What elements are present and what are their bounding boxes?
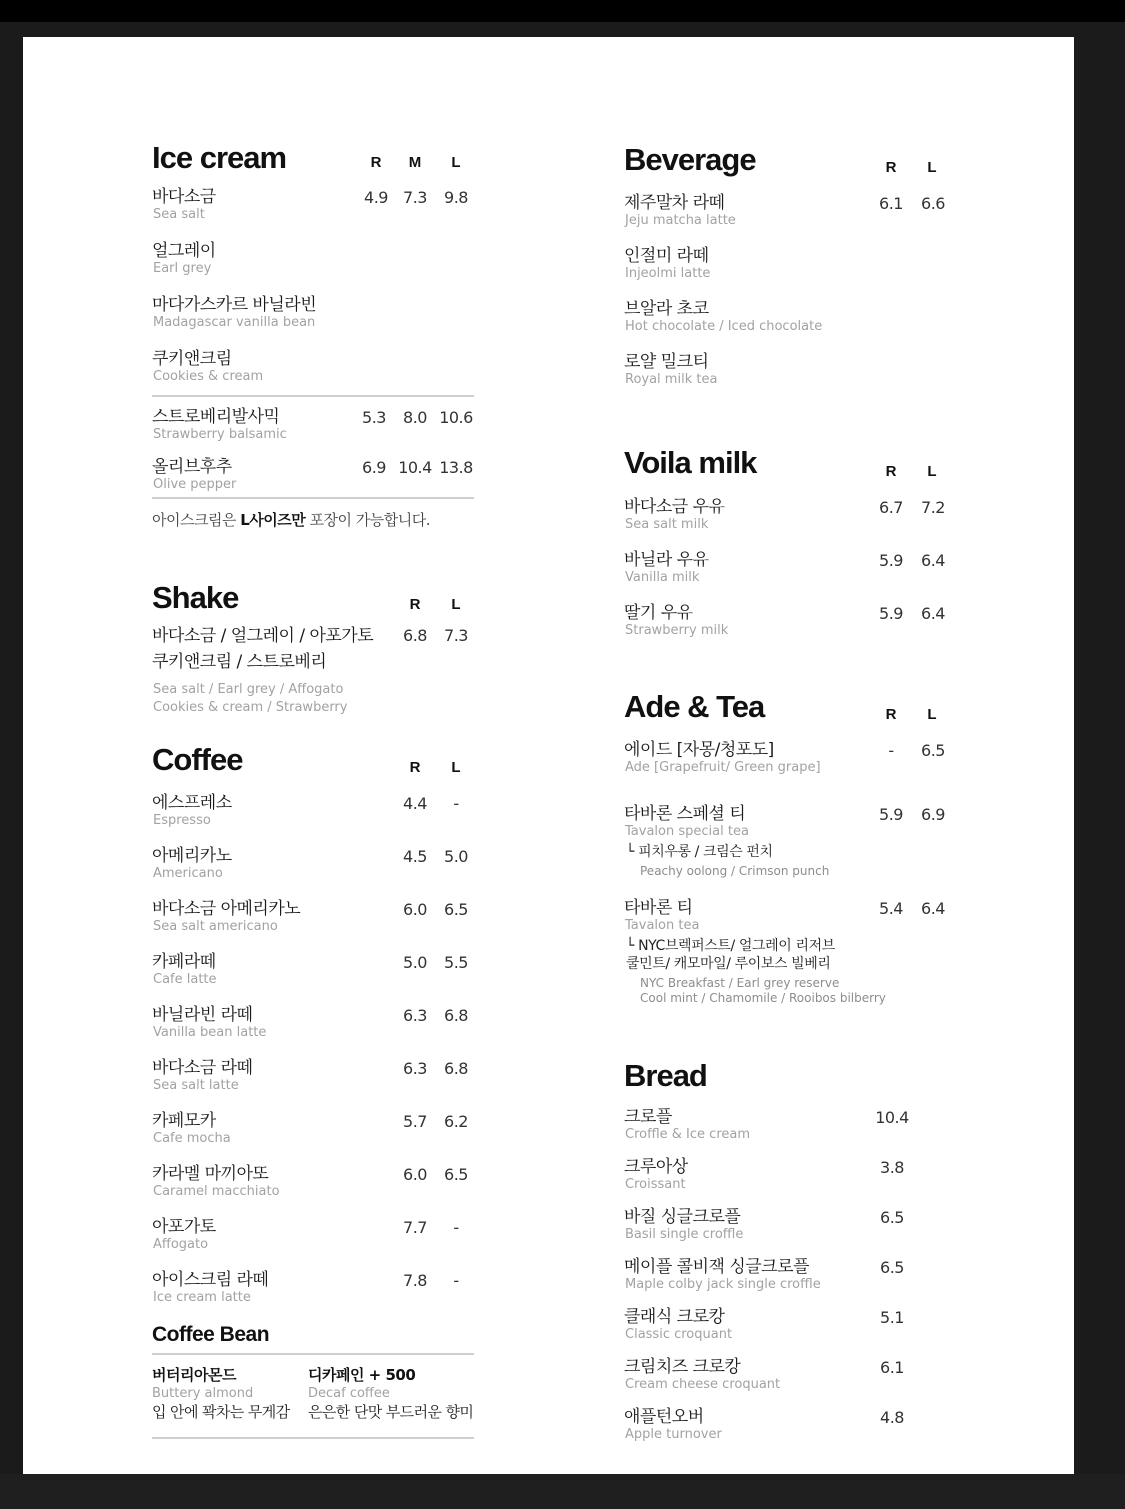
menu-item bbox=[624, 193, 964, 246]
price-l: 6.8 bbox=[444, 1059, 468, 1078]
menu-item bbox=[152, 349, 474, 395]
item-name-kr: 애플턴오버 bbox=[624, 1407, 704, 1427]
item-name-kr: 바다소금 라떼 bbox=[152, 1058, 253, 1078]
size-label-r: R bbox=[409, 596, 421, 613]
price-r: 4.5 bbox=[403, 847, 427, 866]
item-name-en: Sea salt latte bbox=[153, 1078, 239, 1093]
note-text: 포장이 가능합니다. bbox=[305, 511, 430, 529]
item-name-kr: 클래식 크로캉 bbox=[624, 1307, 725, 1327]
price: 6.5 bbox=[880, 1258, 904, 1277]
section-title: Beverage bbox=[624, 142, 756, 177]
item-name-en: Royal milk tea bbox=[625, 372, 718, 387]
divider bbox=[152, 1437, 474, 1439]
bean-name: 버터리아몬드 bbox=[152, 1366, 236, 1384]
menu-item bbox=[152, 623, 474, 717]
price: 6.1 bbox=[880, 1358, 904, 1377]
bean-description: 은은한 단맛 부드러운 향미 bbox=[308, 1403, 474, 1421]
item-name-en: Cafe mocha bbox=[153, 1131, 231, 1146]
item-name-en: Apple turnover bbox=[625, 1427, 722, 1442]
item-name-en: Earl grey bbox=[153, 261, 212, 276]
price-l: - bbox=[453, 1218, 459, 1237]
item-name-kr: 크로플 bbox=[624, 1107, 672, 1127]
menu-item bbox=[152, 457, 474, 497]
bean-name: 디카페인 + 500 bbox=[308, 1366, 416, 1384]
item-name-en: Croissant bbox=[625, 1177, 686, 1192]
price-r: 5.4 bbox=[879, 899, 903, 918]
item-name-kr: 쿠키앤크림 / 스트로베리 bbox=[152, 652, 327, 672]
item-name-en: Basil single croffle bbox=[625, 1227, 744, 1242]
price-r: 5.7 bbox=[403, 1112, 427, 1131]
menu-item bbox=[152, 1005, 474, 1058]
item-name-kr: 스트로베리발사믹 bbox=[152, 407, 280, 427]
price-r: 6.3 bbox=[403, 1059, 427, 1078]
item-name-kr: 바닐라 우유 bbox=[624, 550, 709, 570]
price-l: 6.5 bbox=[444, 900, 468, 919]
item-name-en: Ice cream latte bbox=[153, 1290, 251, 1305]
coffee-list bbox=[152, 793, 474, 1323]
price-r: 5.9 bbox=[879, 604, 903, 623]
item-name-en: Espresso bbox=[153, 813, 211, 828]
item-name-en: Cookies & cream bbox=[153, 369, 264, 384]
item-name-kr: 바다소금 bbox=[152, 187, 216, 207]
price-l: 6.4 bbox=[921, 899, 945, 918]
section-header bbox=[152, 577, 474, 613]
price-r: 6.8 bbox=[403, 626, 427, 645]
menu-item bbox=[152, 295, 474, 349]
item-name-kr: 바닐라빈 라떼 bbox=[152, 1005, 253, 1025]
menu-page bbox=[23, 37, 1074, 1474]
menu-item bbox=[624, 246, 964, 299]
item-name-kr: 타바론 티 bbox=[624, 898, 693, 918]
size-label-l: L bbox=[451, 596, 461, 613]
item-name-en: Olive pepper bbox=[153, 477, 237, 492]
price-r: 6.1 bbox=[879, 194, 903, 213]
sub-option-en: Cool mint / Chamomile / Rooibos bilberry bbox=[640, 991, 886, 1005]
menu-item bbox=[152, 793, 474, 846]
note-text: 아이스크림은 bbox=[152, 511, 241, 529]
price-l: 5.0 bbox=[444, 847, 468, 866]
price-l: 9.8 bbox=[444, 188, 468, 207]
packaging-note bbox=[152, 509, 474, 530]
menu-item bbox=[624, 299, 964, 352]
menu-item bbox=[152, 187, 474, 241]
milk-list bbox=[624, 497, 964, 656]
price-r: - bbox=[888, 741, 894, 760]
menu-item bbox=[624, 804, 964, 898]
price-l: 5.5 bbox=[444, 953, 468, 972]
item-sub-options bbox=[624, 937, 964, 1006]
item-name-kr: 브알라 초코 bbox=[624, 299, 709, 319]
item-sub-options bbox=[624, 843, 964, 879]
size-label-l: L bbox=[451, 759, 461, 776]
menu-item bbox=[624, 497, 964, 550]
price-r: 4.4 bbox=[403, 794, 427, 813]
bean-name-en: Buttery almond bbox=[152, 1386, 254, 1401]
sub-option-en: Peachy oolong / Crimson punch bbox=[640, 864, 830, 878]
menu-item bbox=[152, 1164, 474, 1217]
sub-option-kr: └ 피치우롱 / 크림슨 펀치 bbox=[626, 844, 773, 860]
price-r: 6.7 bbox=[879, 498, 903, 517]
menu-item bbox=[624, 1257, 964, 1307]
price-l: 10.6 bbox=[439, 408, 473, 427]
item-name-kr: 인절미 라떼 bbox=[624, 246, 709, 266]
item-name-kr: 크루아상 bbox=[624, 1157, 688, 1177]
item-name-kr: 쿠키앤크림 bbox=[152, 349, 232, 369]
tea-list bbox=[624, 740, 964, 1018]
price-r: 7.7 bbox=[403, 1218, 427, 1237]
price-r: 5.9 bbox=[879, 551, 903, 570]
item-name-en: Caramel macchiato bbox=[153, 1184, 280, 1199]
price: 6.5 bbox=[880, 1208, 904, 1227]
price-m: 7.3 bbox=[403, 188, 427, 207]
item-name-en: Hot chocolate / Iced chocolate bbox=[625, 319, 823, 334]
size-label-m: M bbox=[408, 154, 422, 171]
item-name-kr: 바다소금 / 얼그레이 / 아포가토 bbox=[152, 626, 374, 646]
item-name-en: Maple colby jack single croffle bbox=[625, 1277, 821, 1292]
price-r: 6.9 bbox=[362, 458, 386, 477]
item-name-kr: 바다소금 우유 bbox=[624, 497, 725, 517]
item-name-kr: 아메리카노 bbox=[152, 846, 232, 866]
size-label-l: L bbox=[927, 706, 937, 723]
item-name-en: Cookies & cream / Strawberry bbox=[153, 700, 348, 715]
item-name-en: Sea salt americano bbox=[153, 919, 278, 934]
section-title: Shake bbox=[152, 580, 239, 615]
item-name-en: Tavalon special tea bbox=[625, 824, 749, 839]
price-r: 5.9 bbox=[879, 805, 903, 824]
price-l: - bbox=[453, 794, 459, 813]
price-l: 6.5 bbox=[921, 741, 945, 760]
price-m: 10.4 bbox=[398, 458, 432, 477]
menu-item bbox=[624, 1307, 964, 1357]
item-name-kr: 딸기 우유 bbox=[624, 603, 693, 623]
price-l: - bbox=[453, 1271, 459, 1290]
item-name-kr: 타바론 스페셜 티 bbox=[624, 804, 746, 824]
beverage-list bbox=[624, 193, 964, 405]
bread-list bbox=[624, 1107, 964, 1457]
item-name-en: Ade [Grapefruit/ Green grape] bbox=[625, 760, 821, 775]
menu-item bbox=[624, 1407, 964, 1457]
item-name-kr: 로얄 밀크티 bbox=[624, 352, 709, 372]
item-name-en: Jeju matcha latte bbox=[625, 213, 736, 228]
item-name-en: Vanilla milk bbox=[625, 570, 700, 585]
section-header bbox=[624, 686, 964, 722]
window-top-bar bbox=[0, 0, 1125, 22]
item-name-en: Strawberry milk bbox=[625, 623, 729, 638]
item-name-kr: 메이플 콜비잭 싱글크로플 bbox=[624, 1257, 809, 1277]
price-l: 6.4 bbox=[921, 551, 945, 570]
price: 10.4 bbox=[875, 1108, 909, 1127]
menu-item bbox=[624, 1107, 964, 1157]
item-name-en: Vanilla bean latte bbox=[153, 1025, 267, 1040]
menu-item bbox=[624, 603, 964, 656]
price-l: 7.3 bbox=[444, 626, 468, 645]
price-r: 5.3 bbox=[362, 408, 386, 427]
price-l: 7.2 bbox=[921, 498, 945, 517]
bean-name-en: Decaf coffee bbox=[308, 1386, 390, 1401]
menu-item bbox=[152, 899, 474, 952]
price-r: 6.0 bbox=[403, 900, 427, 919]
price-r: 5.0 bbox=[403, 953, 427, 972]
price-l: 6.6 bbox=[921, 194, 945, 213]
sub-option-kr: └ NYC브렉퍼스트/ 얼그레이 리저브 bbox=[626, 938, 835, 954]
menu-item bbox=[624, 550, 964, 603]
item-name-kr: 올리브후추 bbox=[152, 457, 232, 477]
item-name-en: Classic croquant bbox=[625, 1327, 733, 1342]
item-name-kr: 제주말차 라떼 bbox=[624, 193, 725, 213]
sub-option-kr: 쿨민트/ 캐모마일/ 루이보스 빌베리 bbox=[626, 956, 831, 972]
menu-item bbox=[152, 1270, 474, 1323]
item-name-kr: 카페모카 bbox=[152, 1111, 216, 1131]
section-voila-milk bbox=[624, 442, 964, 656]
item-name-kr: 에스프레소 bbox=[152, 793, 232, 813]
price: 4.8 bbox=[880, 1408, 904, 1427]
menu-item bbox=[624, 352, 964, 405]
section-ade-tea bbox=[624, 686, 964, 1018]
section-title: Coffee bbox=[152, 742, 243, 777]
item-name-en: Sea salt milk bbox=[625, 517, 709, 532]
item-name-en: Strawberry balsamic bbox=[153, 427, 287, 442]
size-label-l: L bbox=[927, 159, 937, 176]
price-l: 6.2 bbox=[444, 1112, 468, 1131]
section-header bbox=[152, 739, 474, 775]
section-title: Coffee Bean bbox=[152, 1323, 270, 1346]
item-name-en: Injeolmi latte bbox=[625, 266, 711, 281]
section-title: Ade & Tea bbox=[624, 689, 765, 724]
size-label-l: L bbox=[927, 463, 937, 480]
item-name-kr: 마다가스카르 바닐라빈 bbox=[152, 295, 317, 315]
size-label-r: R bbox=[409, 759, 421, 776]
price: 5.1 bbox=[880, 1308, 904, 1327]
divider bbox=[152, 1353, 474, 1355]
price-l: 6.8 bbox=[444, 1006, 468, 1025]
price-r: 6.0 bbox=[403, 1165, 427, 1184]
price-l: 6.9 bbox=[921, 805, 945, 824]
menu-item bbox=[152, 407, 474, 457]
section-title: Ice cream bbox=[152, 140, 287, 175]
item-name-en: Cafe latte bbox=[153, 972, 217, 987]
item-name-kr: 카라멜 마끼아또 bbox=[152, 1164, 269, 1184]
size-label-r: R bbox=[885, 706, 897, 723]
menu-item bbox=[624, 740, 964, 804]
section-header bbox=[624, 442, 964, 478]
size-label-r: R bbox=[370, 154, 382, 171]
size-label-r: R bbox=[885, 463, 897, 480]
price-r: 4.9 bbox=[364, 188, 388, 207]
menu-item bbox=[624, 1207, 964, 1257]
item-name-kr: 카페라떼 bbox=[152, 952, 216, 972]
note-emphasis: L사이즈만 bbox=[240, 511, 306, 529]
price-m: 8.0 bbox=[403, 408, 427, 427]
size-label-l: L bbox=[451, 154, 461, 171]
item-name-en: Sea salt / Earl grey / Affogato bbox=[153, 682, 344, 697]
menu-item bbox=[152, 1217, 474, 1270]
item-name-kr: 얼그레이 bbox=[152, 241, 216, 261]
price-l: 6.4 bbox=[921, 604, 945, 623]
item-name-kr: 아포가토 bbox=[152, 1217, 216, 1237]
section-header bbox=[624, 139, 964, 175]
price-l: 6.5 bbox=[444, 1165, 468, 1184]
item-name-kr: 바질 싱글크로플 bbox=[624, 1207, 741, 1227]
section-title: Bread bbox=[624, 1058, 707, 1093]
menu-item bbox=[152, 1058, 474, 1111]
item-name-kr: 크림치즈 크로캉 bbox=[624, 1357, 741, 1377]
section-shake bbox=[152, 577, 474, 717]
bean-option bbox=[308, 1365, 473, 1422]
item-name-en: Sea salt bbox=[153, 207, 205, 222]
sub-option-en: NYC Breakfast / Earl grey reserve bbox=[640, 976, 840, 990]
item-name-en: Tavalon tea bbox=[625, 918, 700, 933]
bean-options bbox=[152, 1365, 474, 1435]
section-beverage bbox=[624, 139, 964, 405]
item-name-en: Croffle & Ice cream bbox=[625, 1127, 751, 1142]
section-coffee bbox=[152, 739, 474, 1323]
item-name-en: Cream cheese croquant bbox=[625, 1377, 781, 1392]
item-name-kr: 바다소금 아메리카노 bbox=[152, 899, 301, 919]
section-header bbox=[624, 1055, 964, 1091]
menu-item bbox=[624, 1357, 964, 1407]
window-bottom-bar bbox=[0, 1474, 1125, 1509]
menu-item bbox=[624, 1157, 964, 1207]
price-r: 7.8 bbox=[403, 1271, 427, 1290]
menu-item bbox=[152, 241, 474, 295]
price: 3.8 bbox=[880, 1158, 904, 1177]
item-name-kr: 아이스크림 라떼 bbox=[152, 1270, 269, 1290]
section-bread bbox=[624, 1055, 964, 1457]
section-header bbox=[152, 133, 474, 173]
price-l: 13.8 bbox=[439, 458, 473, 477]
menu-item bbox=[152, 1111, 474, 1164]
price-r: 6.3 bbox=[403, 1006, 427, 1025]
menu-item bbox=[152, 952, 474, 1005]
item-name-en: Affogato bbox=[153, 1237, 209, 1252]
section-title: Voila milk bbox=[624, 445, 757, 480]
size-label-r: R bbox=[885, 159, 897, 176]
section-ice-cream bbox=[152, 133, 474, 530]
bean-option bbox=[152, 1365, 290, 1422]
menu-item bbox=[624, 898, 964, 1018]
section-coffee-bean bbox=[152, 1323, 474, 1439]
bean-description: 입 안에 꽉차는 무게감 bbox=[152, 1403, 290, 1421]
item-name-en: Americano bbox=[153, 866, 223, 881]
menu-item bbox=[152, 846, 474, 899]
item-name-kr: 에이드 [자몽/청포도] bbox=[624, 740, 774, 760]
item-name-en: Madagascar vanilla bean bbox=[153, 315, 316, 330]
